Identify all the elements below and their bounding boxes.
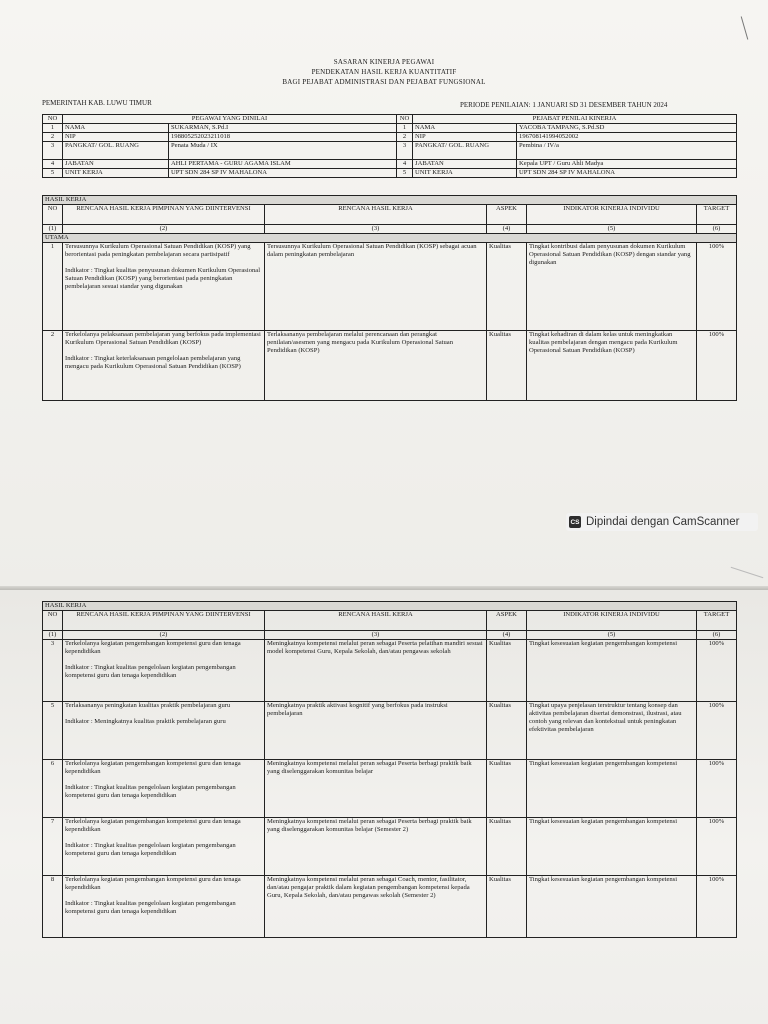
- results-table-page-2: [42, 601, 737, 938]
- camscanner-text: Dipindai dengan CamScanner: [586, 516, 740, 528]
- indicator: Tingkat kesesuaian kegiatan pengembangan kompetensi: [527, 640, 697, 702]
- col-number: (3): [265, 225, 487, 234]
- table-row: [43, 243, 737, 331]
- col-number: (3): [265, 631, 487, 640]
- field-label: NIP: [413, 133, 517, 142]
- row-no: 1: [397, 124, 413, 133]
- col-leader-plan: RENCANA HASIL KERJA PIMPINAN YANG DIINTERVENSI: [63, 611, 265, 631]
- row-no: 1: [43, 124, 63, 133]
- work-plan: Meningkatnya kompetensi melalui peran sebagai Peserta berbagi praktik baik yang diselenggarakan komunitas belajar (Semester 2): [265, 818, 487, 876]
- row-no: 8: [43, 876, 63, 938]
- column-number-row: [43, 631, 737, 640]
- results-header-row: [43, 611, 737, 631]
- col-number: (5): [527, 225, 697, 234]
- col-number: (4): [487, 225, 527, 234]
- aspect: Kualitas: [487, 876, 527, 938]
- work-plan: Meningkatnya praktik aktivasi kognitif yang berfokus pada instruksi pembelajaran: [265, 702, 487, 760]
- row-no: 3: [43, 142, 63, 160]
- scan-artifact: [731, 567, 764, 578]
- section-row: [43, 602, 737, 611]
- target: 100%: [697, 818, 737, 876]
- scanned-page-2: [0, 590, 768, 1024]
- identity-row: [43, 142, 737, 160]
- employee-unit: UPT SDN 284 SP IV MAHALONA: [169, 169, 397, 178]
- indicator: Tingkat kontribusi dalam penyusunan dokumen Kurikulum Operasional Satuan Pendidikan (KOSP) dengan standar yang digunakan: [527, 243, 697, 331]
- col-number: (2): [63, 225, 265, 234]
- work-plan: Meningkatnya kompetensi melalui peran sebagai Peserta pelatihan mandiri sesuai model kompetensi Guru, Kepala Sekolah, dan/atau pengawas sekolah: [265, 640, 487, 702]
- period-label: PERIODE PENILAIAN: 1 JANUARI SD 31 DESEMBER TAHUN 2024: [460, 101, 668, 109]
- leader-plan: Terkelolanya kegiatan pengembangan kompetensi guru dan tenaga kependidikan Indikator : Tingkat kualitas pengelolaan kegiatan pengembangan kompetensi guru dan tenaga kependidikan: [63, 640, 265, 702]
- employee-name: SUKARMAN, S.Pd.I: [169, 124, 397, 133]
- row-no: 3: [43, 640, 63, 702]
- col-no-2: NO: [397, 115, 413, 124]
- assessor-rank: Pembina / IV/a: [517, 142, 737, 160]
- assessor-nip: 196708141994052002: [517, 133, 737, 142]
- camscanner-watermark: [566, 513, 758, 531]
- aspect: Kualitas: [487, 818, 527, 876]
- col-number: (1): [43, 225, 63, 234]
- leader-plan: Terkelolanya kegiatan pengembangan kompetensi guru dan tenaga kependidikan Indikator : Tingkat kualitas pengelolaan kegiatan pengembangan kompetensi guru dan tenaga kependidikan: [63, 760, 265, 818]
- identity-row: [43, 133, 737, 142]
- work-plan: Tersusunnya Kurikulum Operasional Satuan Pendidikan (KOSP) sebagai acuan dalam peningkatan pembelajaran: [265, 243, 487, 331]
- col-indicator: INDIKATOR KINERJA INDIVIDU: [527, 205, 697, 225]
- agency-label: PEMERINTAH KAB. LUWU TIMUR: [42, 99, 152, 107]
- row-no: 4: [43, 160, 63, 169]
- section-label: HASIL KERJA: [43, 196, 737, 205]
- field-label: PANGKAT/ GOL. RUANG: [413, 142, 517, 160]
- col-plan: RENCANA HASIL KERJA: [265, 611, 487, 631]
- group-label: UTAMA: [43, 234, 737, 243]
- doc-subtitle-2: BAGI PEJABAT ADMINISTRASI DAN PEJABAT FUNGSIONAL: [282, 78, 486, 86]
- field-label: NIP: [63, 133, 169, 142]
- row-no: 5: [397, 169, 413, 178]
- indicator: Tingkat upaya penjelasan terstruktur tentang konsep dan aktivitas pembelajaran disertai demonstrasi, ilustrasi, atau contoh yang relevan dan kontekstual untuk peningkatan efektivitas pembelajaran: [527, 702, 697, 760]
- col-plan: RENCANA HASIL KERJA: [265, 205, 487, 225]
- identity-row: [43, 169, 737, 178]
- section-row: [43, 196, 737, 205]
- field-label: NAMA: [413, 124, 517, 133]
- row-no: 7: [43, 818, 63, 876]
- camscanner-icon: CS: [569, 516, 581, 528]
- col-number: (4): [487, 631, 527, 640]
- field-label: PANGKAT/ GOL. RUANG: [63, 142, 169, 160]
- col-no: NO: [43, 205, 63, 225]
- col-number: (2): [63, 631, 265, 640]
- target: 100%: [697, 760, 737, 818]
- col-number: (5): [527, 631, 697, 640]
- table-row: [43, 818, 737, 876]
- aspect: Kualitas: [487, 331, 527, 401]
- results-header-row: [43, 205, 737, 225]
- col-aspect: ASPEK: [487, 611, 527, 631]
- row-no: 2: [43, 331, 63, 401]
- target: 100%: [697, 640, 737, 702]
- identity-table: [42, 114, 737, 178]
- indicator: Tingkat kesesuaian kegiatan pengembangan kompetensi: [527, 876, 697, 938]
- table-row: [43, 760, 737, 818]
- indicator: Tingkat kehadiran di dalam kelas untuk meningkatkan kualitas pembelajaran dengan mengacu pada Kurikulum Operasional Satuan Pendidikan (KOSP): [527, 331, 697, 401]
- assessor-position: Kepala UPT / Guru Ahli Madya: [517, 160, 737, 169]
- employee-position: AHLI PERTAMA - GURU AGAMA ISLAM: [169, 160, 397, 169]
- row-no: 3: [397, 142, 413, 160]
- scan-artifact: [741, 16, 749, 39]
- row-no: 4: [397, 160, 413, 169]
- table-row: [43, 876, 737, 938]
- row-no: 2: [397, 133, 413, 142]
- identity-header-row: [43, 115, 737, 124]
- leader-plan: Tersusunnya Kurikulum Operasional Satuan Pendidikan (KOSP) yang berorientasi pada peningkatan pembelajaran secara partisipatif Indikator : Tingkat kualitas penyusunan dokumen Kurikulum Operasional Satuan Pendidikan (KOSP) yang berorientasi pada peningkatan pembelajaran sesuai standar yang digunakan: [63, 243, 265, 331]
- indicator: Tingkat kesesuaian kegiatan pengembangan kompetensi: [527, 818, 697, 876]
- col-no: NO: [43, 115, 63, 124]
- work-plan: Terlaksananya pembelajaran melalui perencanaan dan perangkat penilaian/asesmen yang mengacu pada Kurikulum Operasional Satuan Pendidikan (KOSP): [265, 331, 487, 401]
- target: 100%: [697, 702, 737, 760]
- employee-rank: Penata Muda / IX: [169, 142, 397, 160]
- aspect: Kualitas: [487, 760, 527, 818]
- assessor-unit: UPT SDN 284 SP IV MAHALONA: [517, 169, 737, 178]
- col-indicator: INDIKATOR KINERJA INDIVIDU: [527, 611, 697, 631]
- indicator: Tingkat kesesuaian kegiatan pengembangan kompetensi: [527, 760, 697, 818]
- leader-plan: Terkelolanya kegiatan pengembangan kompetensi guru dan tenaga kependidikan Indikator : Tingkat kualitas pengelolaan kegiatan pengembangan kompetensi guru dan tenaga kependidikan: [63, 818, 265, 876]
- field-label: JABATAN: [63, 160, 169, 169]
- identity-row: [43, 160, 737, 169]
- results-table-page-1: [42, 195, 737, 401]
- col-target: TARGET: [697, 611, 737, 631]
- section-label: HASIL KERJA: [43, 602, 737, 611]
- row-no: 5: [43, 169, 63, 178]
- group-row: [43, 234, 737, 243]
- leader-plan: Terlaksananya peningkatan kualitas praktik pembelajaran guru Indikator : Meningkatnya kualitas praktik pembelajaran guru: [63, 702, 265, 760]
- col-number: (6): [697, 631, 737, 640]
- col-employee: PEGAWAI YANG DINILAI: [63, 115, 397, 124]
- column-number-row: [43, 225, 737, 234]
- col-number: (1): [43, 631, 63, 640]
- leader-plan: Terkelolanya kegiatan pengembangan kompetensi guru dan tenaga kependidikan Indikator : Tingkat kualitas pengelolaan kegiatan pengembangan kompetensi guru dan tenaga kependidikan: [63, 876, 265, 938]
- col-aspect: ASPEK: [487, 205, 527, 225]
- field-label: JABATAN: [413, 160, 517, 169]
- aspect: Kualitas: [487, 702, 527, 760]
- target: 100%: [697, 243, 737, 331]
- row-no: 2: [43, 133, 63, 142]
- work-plan: Meningkatnya kompetensi melalui peran sebagai Peserta berbagi praktik baik yang diselenggarakan komunitas belajar: [265, 760, 487, 818]
- work-plan: Meningkatnya kompetensi melalui peran sebagai Coach, mentor, fasilitator, dan/atau pengajar praktik dalam kegiatan pengembangan kompetensi kepada Guru, Kepala Sekolah, dan/atau pengawas sekolah (Semester 2): [265, 876, 487, 938]
- assessor-name: YACOBA TAMPANG, S.Pd.SD: [517, 124, 737, 133]
- field-label: UNIT KERJA: [63, 169, 169, 178]
- employee-nip: 198805252023211018: [169, 133, 397, 142]
- col-assessor: PEJABAT PENILAI KINERJA: [413, 115, 737, 124]
- field-label: UNIT KERJA: [413, 169, 517, 178]
- table-row: [43, 640, 737, 702]
- table-row: [43, 702, 737, 760]
- row-no: 1: [43, 243, 63, 331]
- identity-row: [43, 124, 737, 133]
- field-label: NAMA: [63, 124, 169, 133]
- leader-plan: Terkelolanya pelaksanaan pembelajaran yang berfokus pada implementasi Kurikulum Operasional Satuan Pendidikan (KOSP) Indikator : Tingkat keterlaksanaan pengelolaan pembelajaran yang mengacu pada Kurikulum Operasional Satuan Pendidikan (KOSP): [63, 331, 265, 401]
- row-no: 5: [43, 702, 63, 760]
- target: 100%: [697, 876, 737, 938]
- col-number: (6): [697, 225, 737, 234]
- row-no: 6: [43, 760, 63, 818]
- table-row: [43, 331, 737, 401]
- aspect: Kualitas: [487, 640, 527, 702]
- doc-title: SASARAN KINERJA PEGAWAI: [333, 58, 435, 66]
- col-no: NO: [43, 611, 63, 631]
- target: 100%: [697, 331, 737, 401]
- aspect: Kualitas: [487, 243, 527, 331]
- col-target: TARGET: [697, 205, 737, 225]
- doc-subtitle: PENDEKATAN HASIL KERJA KUANTITATIF: [311, 68, 457, 76]
- col-leader-plan: RENCANA HASIL KERJA PIMPINAN YANG DIINTERVENSI: [63, 205, 265, 225]
